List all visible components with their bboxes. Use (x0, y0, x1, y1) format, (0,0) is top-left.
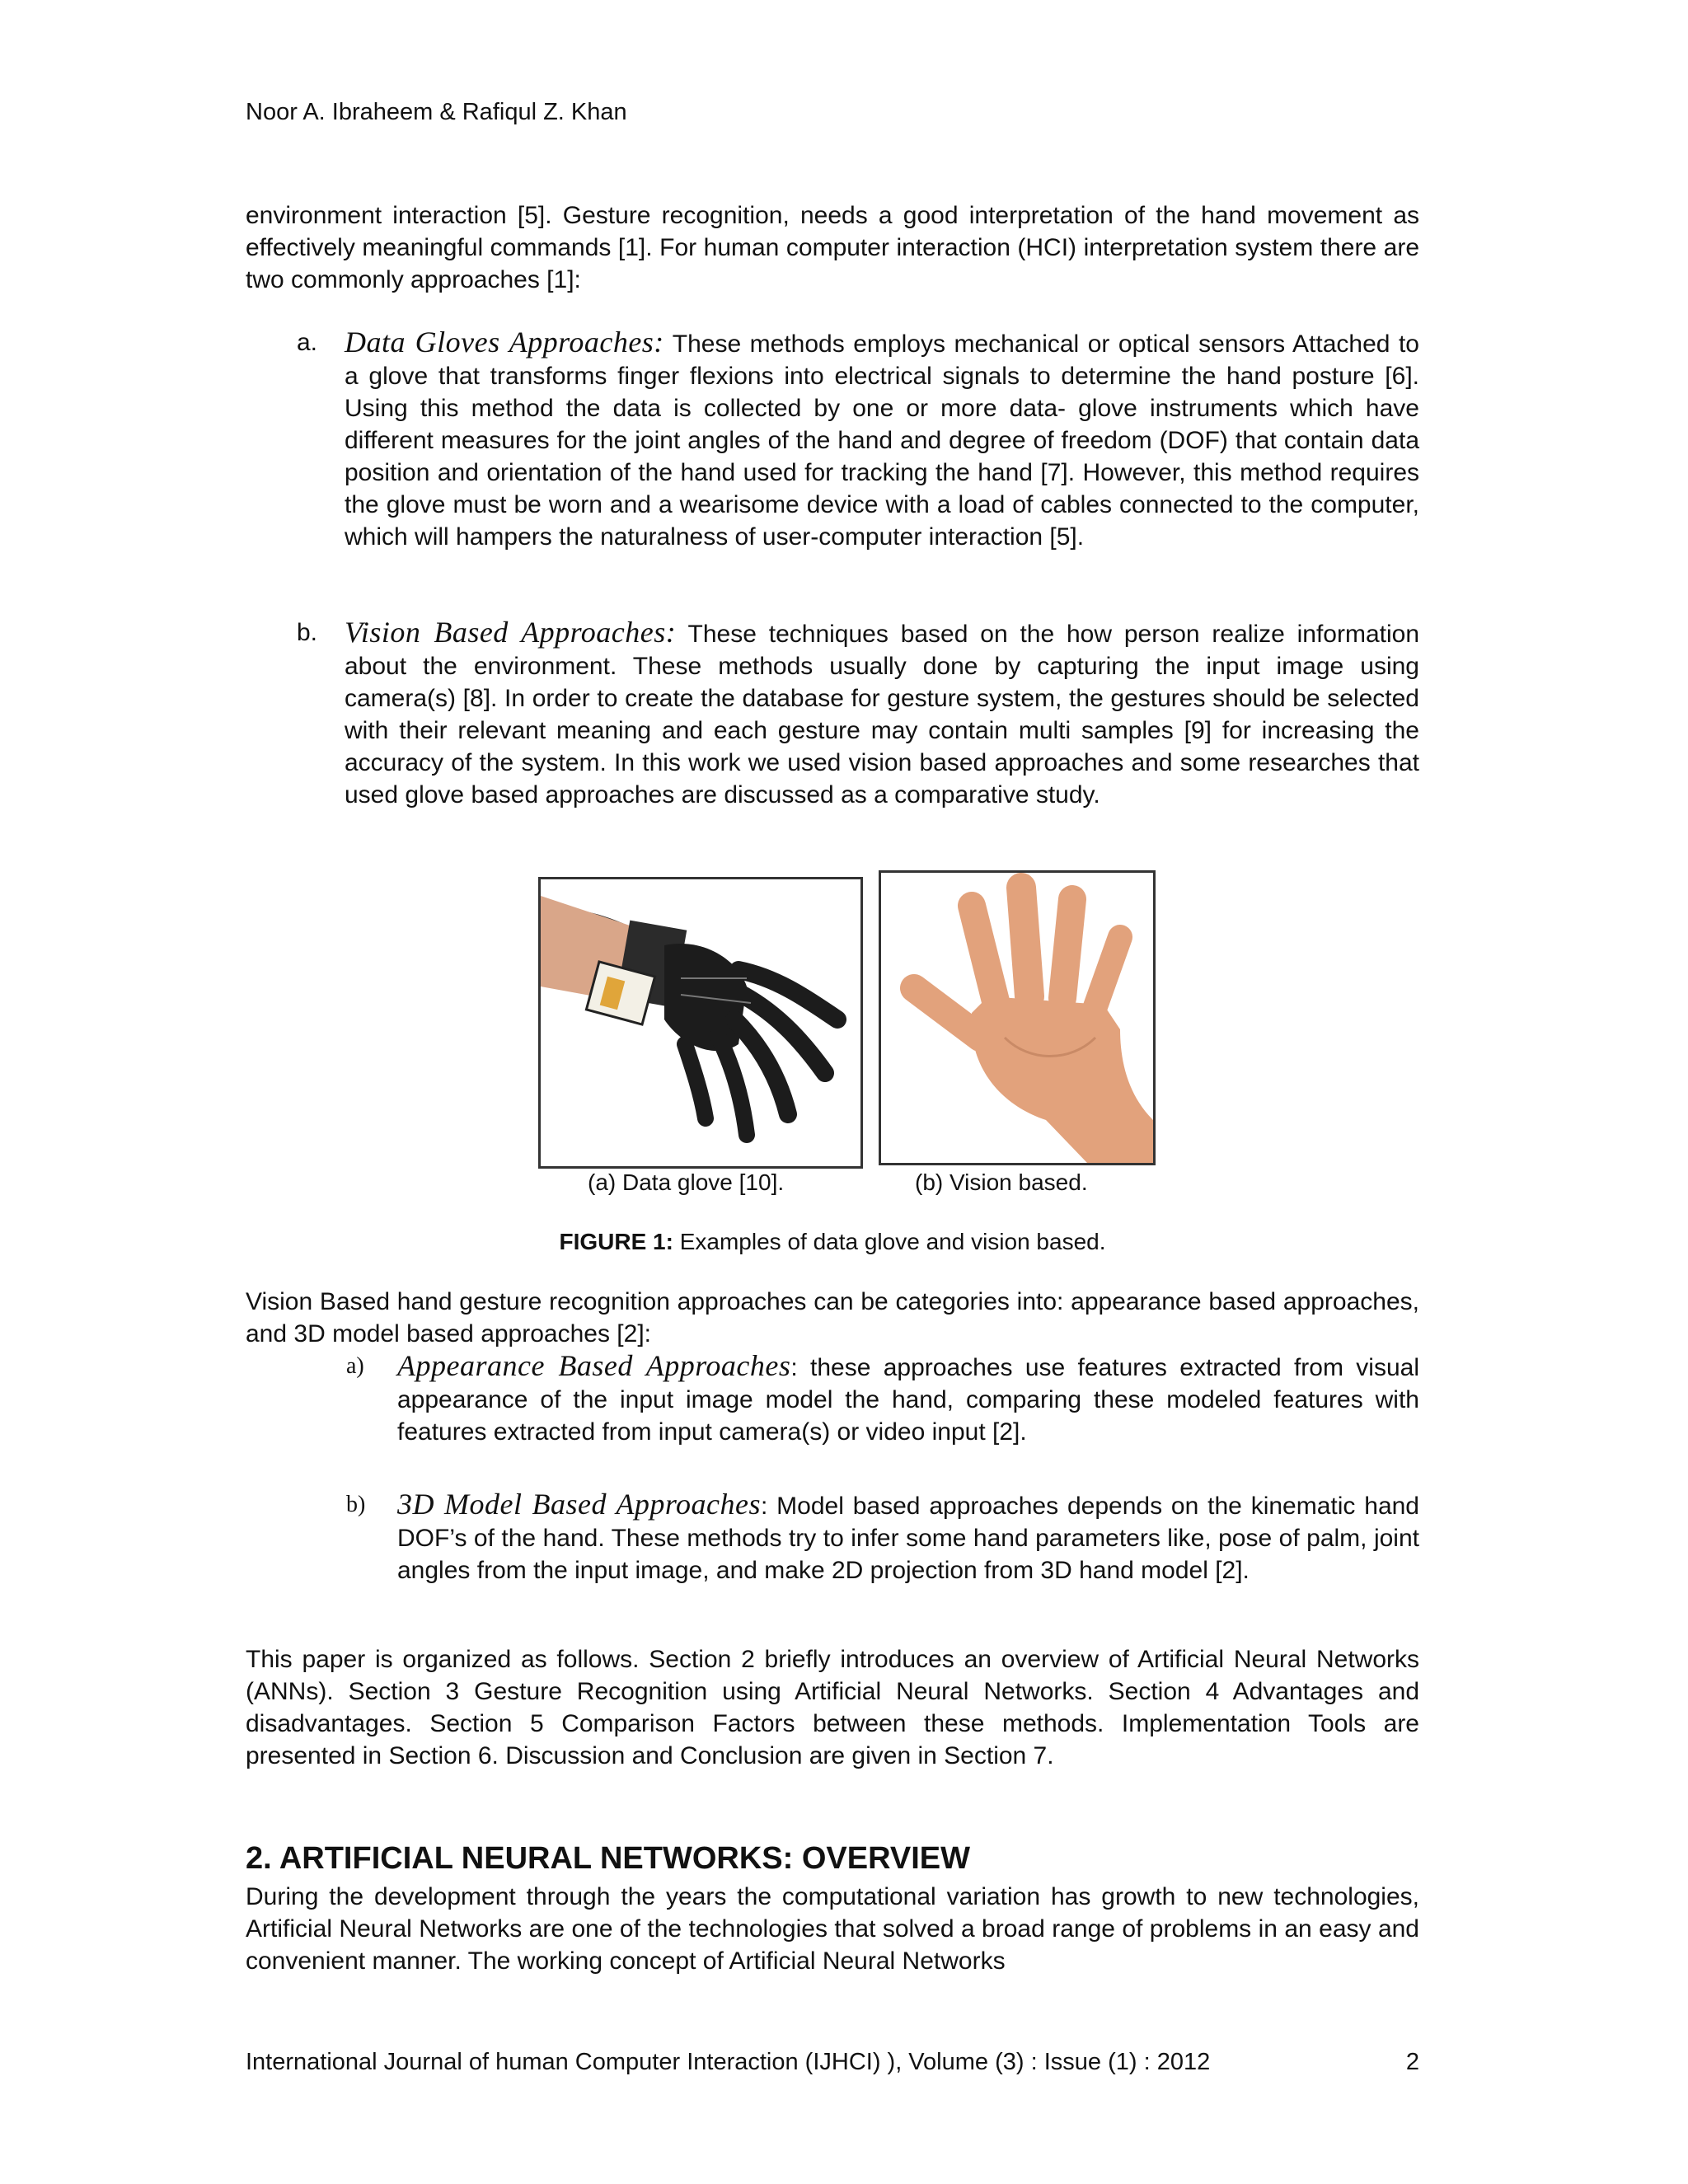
list-item-body (345, 616, 1419, 811)
list-marker: b. (297, 619, 318, 646)
figure-caption (246, 1228, 1419, 1256)
subcaption-vision-based: (b) Vision based. (915, 1169, 1088, 1195)
figure-vision-hand-image (879, 870, 1156, 1165)
list-item-text: : Model based approaches depends on the kinematic hand DOF’s of the hand. These methods try to infer some hand parameters like, pose of palm, joint angles from the input image, and make 2D projection from 3D hand model [2]. (397, 1493, 1419, 1584)
vision-paragraph: Vision Based hand gesture recognition approaches can be categories into: appearance based approaches, and 3D model based approaches [2]: (246, 1288, 1419, 1347)
section-paragraph: During the development through the years the computational variation has growth to new technologies, Artificial Neural Networks are one of the technologies that solved a broad range of problems in an easy and convenient manner. The working concept of Artificial Neural Networks (246, 1883, 1419, 1975)
list-marker: a) (346, 1353, 364, 1379)
list-item-text: These methods employs mechanical or optical sensors Attached to a glove that transforms finger flexions into electrical signals to determine the hand posture [6]. Using this method the data is collected by one or more data- glove instruments which have different measures for the joint angles of the hand and degree of freedom (DOF) that contain data position and orientation of the hand used for tracking the hand [7]. However, this method requires the glove must be worn and a wearisome device with a load of cables connected to the computer, which will hampers the naturalness of user-computer interaction [5]. (345, 330, 1419, 551)
page-number: 2 (1405, 2049, 1419, 2075)
list-marker: a. (297, 329, 318, 356)
figure-caption-label: FIGURE 1: (559, 1229, 673, 1254)
intro-paragraph: environment interaction [5]. Gesture recognition, needs a good interpretation of the hand movement as effectively meaningful commands [1]. For human computer interaction (HCI) interpretation system there are two commonly approaches [1]: (246, 202, 1419, 293)
figure-caption-text: Examples of data glove and vision based. (673, 1229, 1106, 1254)
list-item-term: Data Gloves Approaches: (345, 326, 664, 359)
figure-data-glove-image (538, 877, 863, 1169)
data-glove-illustration (541, 879, 860, 1166)
list-item-term: Appearance Based Approaches (397, 1349, 791, 1382)
running-header: Noor A. Ibraheem & Rafiqul Z. Khan (246, 99, 627, 125)
section-heading: 2. ARTIFICIAL NEURAL NETWORKS: OVERVIEW (246, 1841, 970, 1876)
list-item-text: : these approaches use features extracted from visual appearance of the input image model the hand, comparing these modeled features with features extracted from input camera(s) or video input [2]. (397, 1354, 1419, 1446)
list-item-body (397, 1488, 1419, 1586)
list-item-body (345, 326, 1419, 553)
open-hand-illustration (881, 873, 1153, 1163)
organization-paragraph: This paper is organized as follows. Section 2 briefly introduces an overview of Artificial Neural Networks (ANNs). Section 3 Gesture Recognition using Artificial Neural Networks. Section 4 Advantages and disadvantages. Section 5 Comparison Factors between these methods. Implementation Tools are presented in Section 6. Discussion and Conclusion are given in Section 7. (246, 1646, 1419, 1769)
footer-journal: International Journal of human Computer Interaction (IJHCI) ), Volume (3) : Issue (1) : 2012 (246, 2049, 1211, 2075)
list-item-term: Vision Based Approaches: (345, 616, 677, 649)
subcaption-data-glove: (a) Data glove [10]. (588, 1169, 785, 1195)
page-footer (246, 2047, 1419, 2077)
list-item-text: These techniques based on the how person realize information about the environment. These methods usually done by capturing the input image using camera(s) [8]. In order to create the database for gesture system, the gestures should be selected with their relevant meaning and each gesture may contain multi samples [9] for increasing the accuracy of the system. In this work we used vision based approaches and some researches that used glove based approaches are discussed as a comparative study. (345, 621, 1419, 808)
list-item-term: 3D Model Based Approaches (397, 1488, 761, 1521)
list-item-body (397, 1350, 1419, 1448)
list-marker: b) (346, 1492, 366, 1517)
